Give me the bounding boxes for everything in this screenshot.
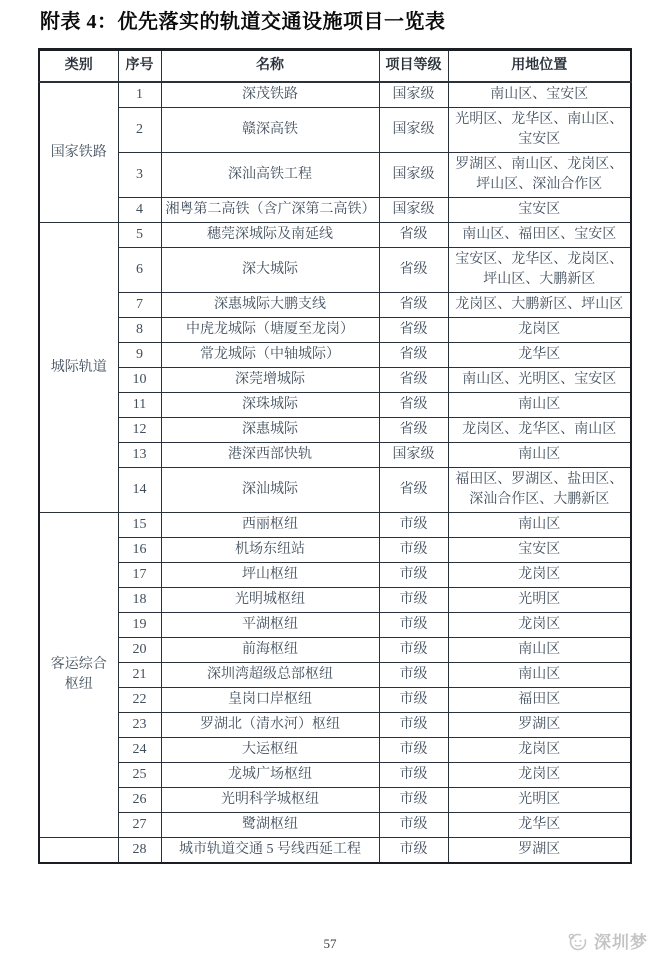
column-header-1: 类别 [39, 50, 118, 83]
serial-cell: 17 [118, 563, 161, 588]
table-row [39, 763, 631, 788]
serial-cell: 13 [118, 443, 161, 468]
land-location-cell: 南山区、福田区、宝安区 [448, 223, 631, 248]
project-level-cell: 市级 [379, 638, 448, 663]
project-level-cell: 市级 [379, 588, 448, 613]
table-header-row [39, 50, 631, 83]
land-location-cell: 南山区、光明区、宝安区 [448, 368, 631, 393]
serial-cell: 18 [118, 588, 161, 613]
project-level-cell: 省级 [379, 293, 448, 318]
land-location-cell: 龙岗区 [448, 318, 631, 343]
category-cell: 城际轨道 [39, 223, 118, 513]
serial-cell: 10 [118, 368, 161, 393]
serial-cell: 24 [118, 738, 161, 763]
project-level-cell: 市级 [379, 563, 448, 588]
project-name-cell: 西丽枢纽 [161, 513, 379, 538]
table-row [39, 468, 631, 513]
serial-cell: 7 [118, 293, 161, 318]
project-level-cell: 市级 [379, 688, 448, 713]
table-row [39, 563, 631, 588]
table-row [39, 223, 631, 248]
land-location-cell: 光明区、龙华区、南山区、宝安区 [448, 108, 631, 153]
category-cell: 国家铁路 [39, 82, 118, 223]
project-name-cell: 皇岗口岸枢纽 [161, 688, 379, 713]
project-level-cell: 省级 [379, 318, 448, 343]
table-row [39, 538, 631, 563]
watermark [567, 928, 648, 953]
project-name-cell: 深惠城际大鹏支线 [161, 293, 379, 318]
land-location-cell: 龙华区 [448, 813, 631, 838]
serial-cell: 26 [118, 788, 161, 813]
land-location-cell: 福田区、罗湖区、盐田区、深汕合作区、大鹏新区 [448, 468, 631, 513]
project-name-cell: 龙城广场枢纽 [161, 763, 379, 788]
land-location-cell: 龙华区 [448, 343, 631, 368]
project-level-cell: 省级 [379, 343, 448, 368]
project-name-cell: 机场东纽站 [161, 538, 379, 563]
table-row [39, 153, 631, 198]
watermark-logo-icon [567, 930, 589, 952]
project-level-cell: 国家级 [379, 153, 448, 198]
land-location-cell: 福田区 [448, 688, 631, 713]
table-row [39, 788, 631, 813]
serial-cell: 16 [118, 538, 161, 563]
project-name-cell: 前海枢纽 [161, 638, 379, 663]
project-name-cell: 深惠城际 [161, 418, 379, 443]
project-level-cell: 市级 [379, 838, 448, 864]
table-row [39, 813, 631, 838]
land-location-cell: 南山区、宝安区 [448, 82, 631, 108]
land-location-cell: 光明区 [448, 588, 631, 613]
table-row [39, 688, 631, 713]
serial-cell: 1 [118, 82, 161, 108]
rail-transit-projects-table [38, 48, 632, 864]
serial-cell: 9 [118, 343, 161, 368]
project-level-cell: 市级 [379, 738, 448, 763]
table-row [39, 293, 631, 318]
table-row [39, 738, 631, 763]
table-row [39, 248, 631, 293]
table-row [39, 513, 631, 538]
category-cell [39, 838, 118, 864]
project-level-cell: 省级 [379, 368, 448, 393]
project-name-cell: 深大城际 [161, 248, 379, 293]
land-location-cell: 南山区 [448, 638, 631, 663]
serial-cell: 2 [118, 108, 161, 153]
project-name-cell: 中虎龙城际（塘厦至龙岗） [161, 318, 379, 343]
serial-cell: 5 [118, 223, 161, 248]
table-row [39, 663, 631, 688]
page-title: 附表 4：优先落实的轨道交通设施项目一览表 [40, 11, 446, 33]
table-row [39, 82, 631, 108]
land-location-cell: 龙岗区、龙华区、南山区 [448, 418, 631, 443]
column-header-2: 序号 [118, 50, 161, 83]
project-level-cell: 省级 [379, 468, 448, 513]
project-level-cell: 省级 [379, 393, 448, 418]
land-location-cell: 宝安区 [448, 198, 631, 223]
project-name-cell: 深莞增城际 [161, 368, 379, 393]
table-row [39, 108, 631, 153]
land-location-cell: 龙岗区 [448, 738, 631, 763]
project-level-cell: 市级 [379, 513, 448, 538]
serial-cell: 15 [118, 513, 161, 538]
serial-cell: 3 [118, 153, 161, 198]
project-level-cell: 市级 [379, 788, 448, 813]
serial-cell: 6 [118, 248, 161, 293]
project-name-cell: 深珠城际 [161, 393, 379, 418]
project-name-cell: 港深西部快轨 [161, 443, 379, 468]
land-location-cell: 龙岗区 [448, 613, 631, 638]
project-name-cell: 坪山枢纽 [161, 563, 379, 588]
project-level-cell: 国家级 [379, 198, 448, 223]
project-name-cell: 光明城枢纽 [161, 588, 379, 613]
project-name-cell: 平湖枢纽 [161, 613, 379, 638]
project-name-cell: 深圳湾超级总部枢纽 [161, 663, 379, 688]
page-number: 57 [323, 936, 337, 951]
project-name-cell: 深汕城际 [161, 468, 379, 513]
land-location-cell: 南山区 [448, 513, 631, 538]
land-location-cell: 罗湖区、南山区、龙岗区、坪山区、深汕合作区 [448, 153, 631, 198]
serial-cell: 14 [118, 468, 161, 513]
project-name-cell: 赣深高铁 [161, 108, 379, 153]
land-location-cell: 龙岗区 [448, 763, 631, 788]
project-name-cell: 深茂铁路 [161, 82, 379, 108]
serial-cell: 19 [118, 613, 161, 638]
column-header-4: 项目等级 [379, 50, 448, 83]
project-name-cell: 常龙城际（中轴城际） [161, 343, 379, 368]
serial-cell: 8 [118, 318, 161, 343]
land-location-cell: 龙岗区、大鹏新区、坪山区 [448, 293, 631, 318]
project-level-cell: 国家级 [379, 108, 448, 153]
table-row [39, 613, 631, 638]
land-location-cell: 龙岗区 [448, 563, 631, 588]
serial-cell: 4 [118, 198, 161, 223]
project-name-cell: 鹭湖枢纽 [161, 813, 379, 838]
land-location-cell: 光明区 [448, 788, 631, 813]
project-name-cell: 深汕高铁工程 [161, 153, 379, 198]
land-location-cell: 南山区 [448, 663, 631, 688]
project-level-cell: 国家级 [379, 443, 448, 468]
project-level-cell: 市级 [379, 663, 448, 688]
project-level-cell: 市级 [379, 538, 448, 563]
table-row [39, 418, 631, 443]
project-name-cell: 光明科学城枢纽 [161, 788, 379, 813]
table-row [39, 343, 631, 368]
serial-cell: 12 [118, 418, 161, 443]
table-row [39, 393, 631, 418]
table-row [39, 318, 631, 343]
table-row [39, 588, 631, 613]
project-name-cell: 湘粤第二高铁（含广深第二高铁） [161, 198, 379, 223]
watermark-text: 深圳梦 [594, 933, 648, 952]
land-location-cell: 罗湖区 [448, 838, 631, 864]
serial-cell: 22 [118, 688, 161, 713]
category-cell: 客运综合枢纽 [39, 513, 118, 838]
project-name-cell: 穗莞深城际及南延线 [161, 223, 379, 248]
serial-cell: 20 [118, 638, 161, 663]
column-header-3: 名称 [161, 50, 379, 83]
serial-cell: 25 [118, 763, 161, 788]
project-level-cell: 省级 [379, 418, 448, 443]
table-row [39, 838, 631, 864]
serial-cell: 27 [118, 813, 161, 838]
project-name-cell: 城市轨道交通 5 号线西延工程 [161, 838, 379, 864]
serial-cell: 11 [118, 393, 161, 418]
project-level-cell: 市级 [379, 713, 448, 738]
serial-cell: 21 [118, 663, 161, 688]
land-location-cell: 宝安区、龙华区、龙岗区、坪山区、大鹏新区 [448, 248, 631, 293]
serial-cell: 28 [118, 838, 161, 864]
project-level-cell: 国家级 [379, 82, 448, 108]
land-location-cell: 罗湖区 [448, 713, 631, 738]
table-row [39, 368, 631, 393]
column-header-5: 用地位置 [448, 50, 631, 83]
land-location-cell: 南山区 [448, 443, 631, 468]
serial-cell: 23 [118, 713, 161, 738]
project-name-cell: 罗湖北（清水河）枢纽 [161, 713, 379, 738]
project-level-cell: 市级 [379, 813, 448, 838]
land-location-cell: 南山区 [448, 393, 631, 418]
project-level-cell: 市级 [379, 763, 448, 788]
project-name-cell: 大运枢纽 [161, 738, 379, 763]
project-level-cell: 市级 [379, 613, 448, 638]
table-row [39, 443, 631, 468]
project-level-cell: 省级 [379, 248, 448, 293]
table-row [39, 638, 631, 663]
land-location-cell: 宝安区 [448, 538, 631, 563]
table-row [39, 713, 631, 738]
table-row [39, 198, 631, 223]
project-level-cell: 省级 [379, 223, 448, 248]
